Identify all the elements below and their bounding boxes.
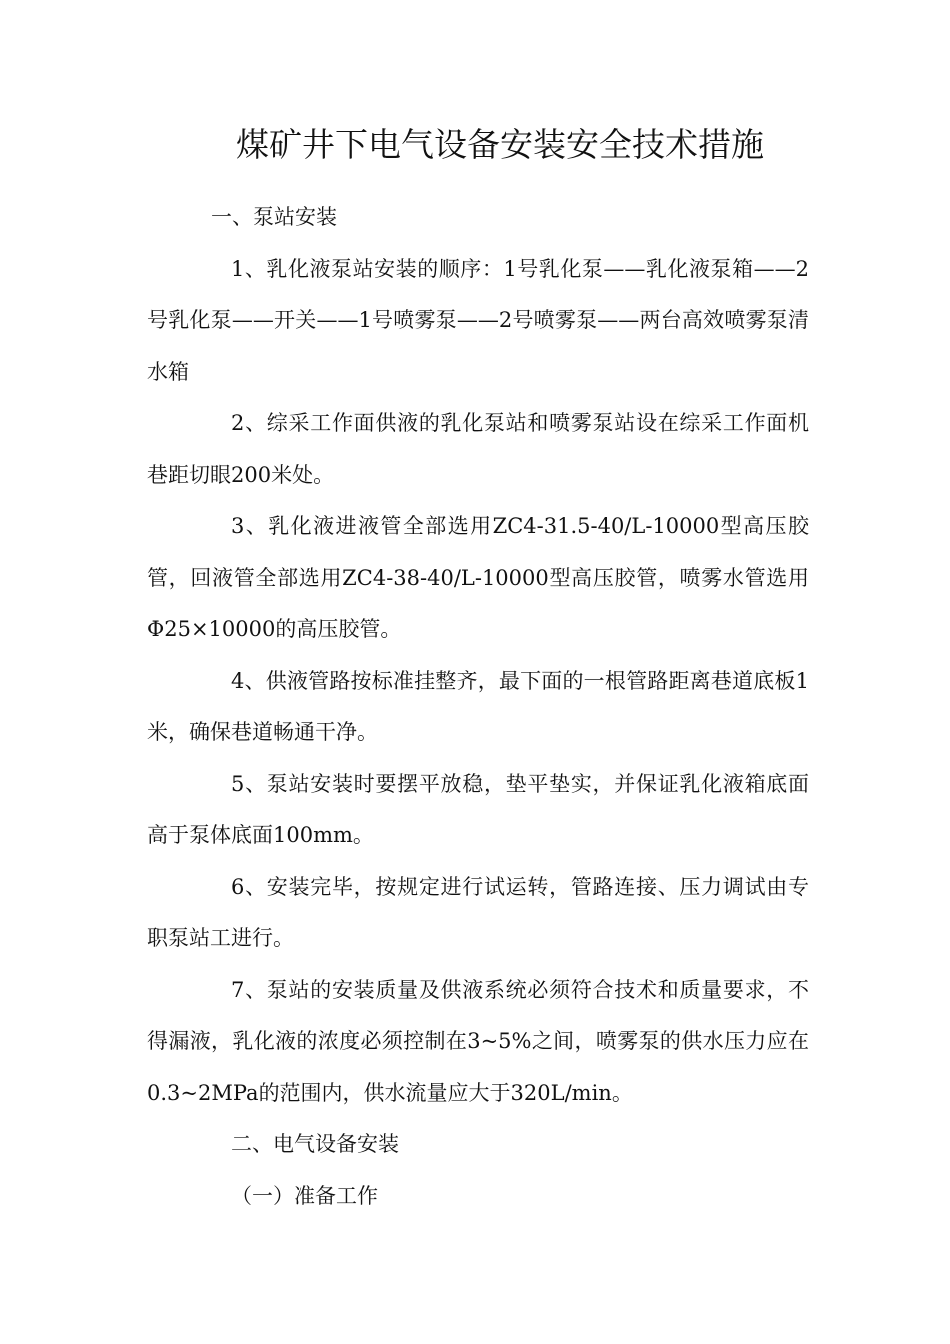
section-2-heading: 二、电气设备安装	[231, 1132, 399, 1156]
section-1-heading: 一、泵站安装	[211, 205, 337, 229]
paragraph-6: 6、安装完毕，按规定进行试运转，管路连接、压力调试由专职泵站工进行。	[147, 874, 809, 950]
section-2-subheading: （一）准备工作	[231, 1183, 378, 1208]
paragraph-2: 2、综采工作面供液的乳化泵站和喷雾泵站设在综采工作面机巷距切眼200米处。	[147, 411, 809, 487]
document-body	[147, 192, 809, 1222]
paragraph-5: 5、泵站安装时要摆平放稳，垫平垫实，并保证乳化液箱底面高于泵体底面100mm。	[147, 771, 809, 847]
paragraph-4: 4、供液管路按标准挂整齐，最下面的一根管路距离巷道底板1米，确保巷道畅通干净。	[147, 668, 809, 744]
paragraph-1: 1、乳化液泵站安装的顺序：1号乳化泵——乳化液泵箱——2号乳化泵——开关——1号喷雾泵——2号喷雾泵——两台高效喷雾泵清水箱	[147, 256, 809, 384]
paragraph-3: 3、乳化液进液管全部选用ZC4-31.5-40/L-10000型高压胶管，回液管全部选用ZC4-38-40/L-10000型高压胶管，喷雾水管选用Φ25×10000的高压胶管。	[147, 514, 809, 641]
paragraph-7: 7、泵站的安装质量及供液系统必须符合技术和质量要求，不得漏液，乳化液的浓度必须控制在3~5%之间，喷雾泵的供水压力应在0.3~2MPa的范围内，供水流量应大于320L/min。	[147, 977, 809, 1105]
document-title: 煤矿井下电气设备安装安全技术措施	[236, 125, 764, 164]
